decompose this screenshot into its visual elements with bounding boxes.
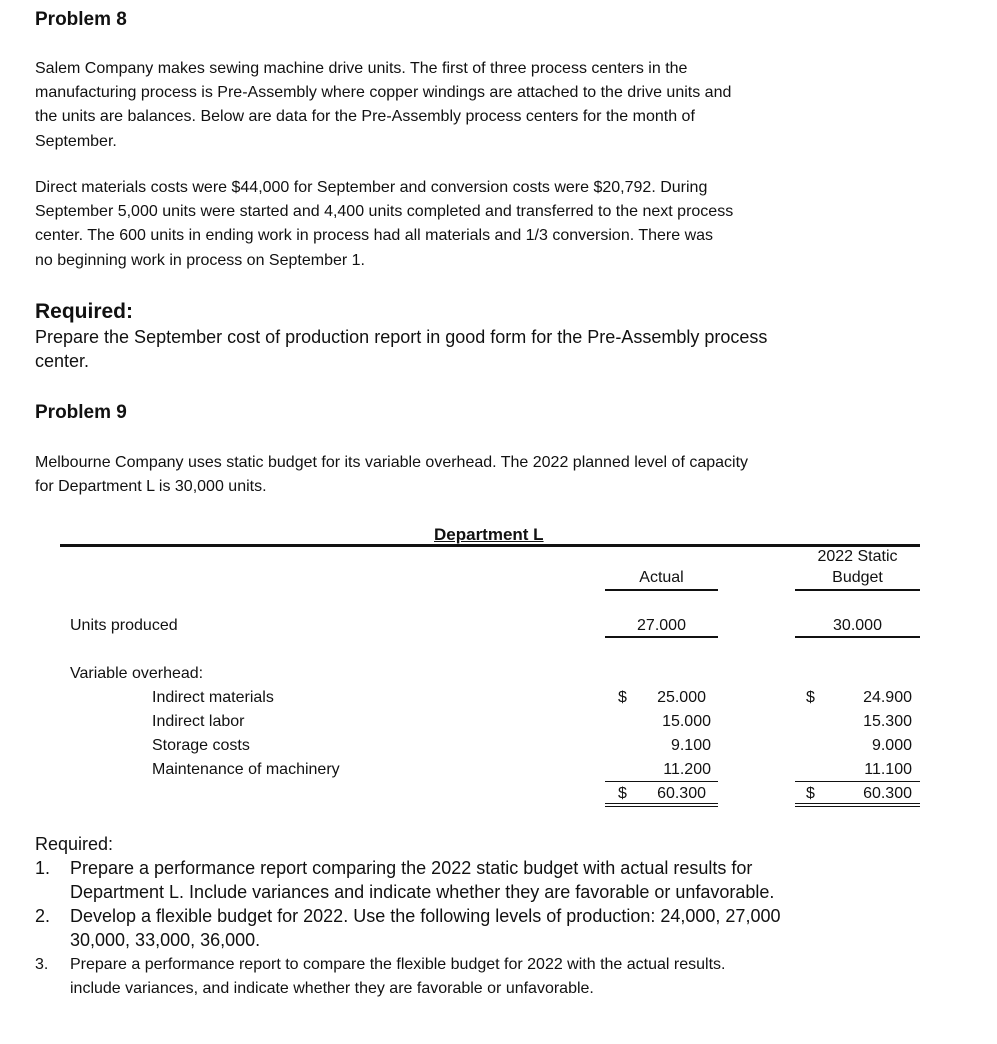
item-number: 3. (35, 956, 49, 973)
text-line: Direct materials costs were $44,000 for September and conversion costs were $20,792. During (35, 179, 708, 196)
department-title: Department L (434, 525, 544, 544)
text-line: Prepare a performance report comparing the 2022 static budget with actual results for (70, 858, 753, 878)
total-actual-double-rule-2 (605, 806, 718, 807)
text-line: September 5,000 units were started and 4,400 units completed and transferred to the next process (35, 203, 734, 221)
problem-9-intro (35, 451, 748, 499)
table-top-rule (60, 544, 920, 547)
subtotal-actual-rule (605, 781, 718, 782)
text-line: Department L. Include variances and indicate whether they are favorable or unfavorable. (70, 882, 775, 902)
row-label-indirect-materials: Indirect materials (152, 689, 274, 706)
problem-8-required-heading: Required: (35, 300, 134, 323)
total-currency-actual: $ (618, 785, 627, 802)
item-number: 1. (35, 858, 51, 878)
row-label-storage-costs: Storage costs (152, 737, 250, 754)
problem-8-required-text (35, 325, 767, 373)
row-budget-storage-costs: 9.000 (871, 737, 912, 754)
text-line: 30,000, 33,000, 36,000. (70, 930, 261, 950)
budget-header-line2: Budget (832, 569, 883, 586)
text-line: center. (35, 351, 90, 371)
units-produced-label: Units produced (70, 617, 178, 634)
row-actual-storage-costs: 9.100 (670, 737, 711, 754)
text-line: manufacturing process is Pre-Assembly where copper windings are attached to the drive units and (35, 84, 732, 102)
total-budget-double-rule-2 (795, 806, 920, 807)
total-currency-budget: $ (806, 785, 815, 802)
units-actual-rule (605, 636, 718, 638)
text-line: September. (35, 132, 117, 150)
actual-header: Actual (639, 569, 684, 586)
text-line: for Department L is 30,000 units. (35, 478, 267, 496)
item-number: 2. (35, 906, 51, 926)
text-line: Melbourne Company uses static budget for its variable overhead. The 2022 planned level of capacity (35, 454, 749, 471)
budget-header-line1: 2022 Static (817, 548, 898, 565)
text-line: the units are balances. Below are data for the Pre-Assembly process centers for the month of (35, 108, 695, 126)
row-label-indirect-labor: Indirect labor (152, 713, 245, 730)
actual-header-rule (605, 589, 718, 591)
row-budget-indirect-materials: 24.900 (863, 689, 912, 706)
required-item-1 (35, 856, 774, 904)
problem-9-required-heading: Required: (35, 834, 114, 854)
required-item-3 (35, 953, 725, 1001)
text-line: Prepare a performance report to compare the flexible budget for 2022 with the actual results. (70, 956, 726, 973)
units-actual-value: 27.000 (637, 617, 686, 634)
text-line: include variances, and indicate whether they are favorable or unfavorable. (70, 980, 594, 997)
total-budget-double-rule-1 (795, 803, 920, 804)
currency-symbol-budget: $ (806, 689, 815, 706)
row-actual-indirect-materials: 25.000 (657, 689, 706, 706)
problem-8-paragraph-2 (35, 176, 733, 273)
text-line: Develop a flexible budget for 2022. Use the following levels of production: 24,000, 27,000 (70, 906, 781, 926)
row-budget-maintenance: 11.100 (864, 761, 912, 778)
row-actual-indirect-labor: 15.000 (662, 713, 711, 730)
row-label-maintenance: Maintenance of machinery (152, 761, 340, 778)
total-actual: 60.300 (657, 785, 706, 802)
currency-symbol-actual: $ (618, 689, 627, 706)
units-budget-value: 30.000 (833, 617, 882, 634)
text-line: no beginning work in process on September 1. (35, 251, 365, 269)
required-item-2 (35, 904, 780, 952)
row-actual-maintenance: 11.200 (663, 761, 711, 778)
text-line: Prepare the September cost of production report in good form for the Pre-Assembly process (35, 327, 768, 347)
problem-9-title: Problem 9 (35, 402, 127, 423)
units-budget-rule (795, 636, 920, 638)
variable-overhead-label: Variable overhead: (70, 665, 204, 682)
total-budget: 60.300 (863, 785, 912, 802)
problem-8-title: Problem 8 (35, 9, 127, 30)
text-line: center. The 600 units in ending work in process had all materials and 1/3 conversion. There was (35, 227, 714, 245)
total-actual-double-rule-1 (605, 803, 718, 804)
text-line: Salem Company makes sewing machine drive units. The first of three process centers in the (35, 60, 688, 77)
row-budget-indirect-labor: 15.300 (863, 713, 912, 730)
budget-header-rule (795, 589, 920, 591)
problem-8-paragraph-1 (35, 57, 731, 154)
subtotal-budget-rule (795, 781, 920, 782)
